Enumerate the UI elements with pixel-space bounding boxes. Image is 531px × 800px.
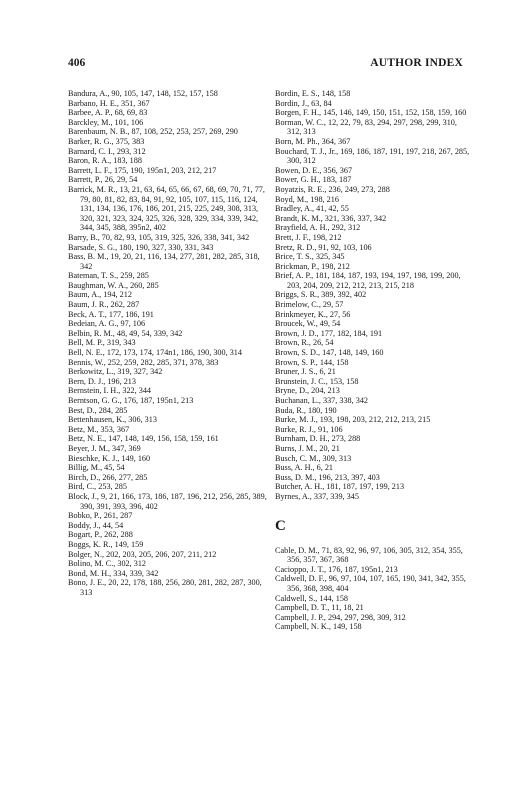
- index-entry: Broucek, W., 49, 54: [275, 319, 341, 329]
- index-entry: Baum, A., 194, 212: [68, 290, 132, 300]
- page-number: 406: [68, 57, 86, 69]
- index-entry: Buss, D. M., 196, 213, 397, 403: [275, 472, 380, 482]
- index-entry: Bell, M. P., 319, 343: [68, 338, 136, 348]
- index-entry: Brown, R., 26, 54: [275, 338, 334, 348]
- index-entry: Brice, T. S., 325, 345: [275, 252, 345, 262]
- index-entry: Cable, D. M., 71, 83, 92, 96, 97, 106, 305, 312, 354, 355, 356, 357, 367, 368: [275, 545, 463, 565]
- index-entry: Berkowitz, L., 319, 327, 342: [68, 367, 163, 377]
- index-entry: Betz, N. E., 147, 148, 149, 156, 158, 159, 161: [68, 434, 219, 444]
- index-entry: Bolino, M. C., 302, 312: [68, 559, 147, 569]
- index-entry: Bordin, E. S., 148, 158: [275, 89, 351, 98]
- index-entry: Barnard, C. I., 293, 312: [68, 146, 146, 156]
- section-letter-heading: C: [275, 517, 286, 534]
- index-entry: Bryne, D., 204, 213: [275, 386, 340, 396]
- index-entry: Barckley, M., 101, 106: [68, 117, 144, 127]
- index-entry: Bird, C., 253, 285: [68, 482, 127, 492]
- index-entry: Brickman, P., 198, 212: [275, 261, 350, 271]
- index-entry: Busch, C. M., 309, 313: [275, 453, 352, 463]
- index-column-right: [275, 89, 471, 632]
- index-entry: Caldwell, D. F., 96, 97, 104, 107, 165, 190, 341, 342, 355, 356, 368, 398, 404: [275, 574, 466, 593]
- index-entry: Barbano, H. E., 351, 367: [68, 98, 150, 108]
- index-entry: Brunstein, J. C., 153, 158: [275, 376, 359, 386]
- index-entry: Berntson, G. G., 176, 187, 195n1, 213: [68, 396, 194, 405]
- index-entry: Block, J., 9, 21, 166, 173, 186, 187, 196, 212, 256, 285, 389, 390, 391, 393, 396, 402: [68, 491, 267, 511]
- index-entry: Campbell, J. P., 294, 297, 298, 309, 312: [275, 612, 406, 622]
- index-entry: Bennis, W., 252, 259, 282, 285, 371, 378, 383: [68, 357, 219, 367]
- index-entry: Baughman, W. A., 260, 285: [68, 280, 159, 290]
- index-entry: Bern, D. J., 196, 213: [68, 376, 136, 386]
- index-entry: Bandura, A., 90, 105, 147, 148, 152, 157, 158: [68, 89, 218, 98]
- index-entry: Brandt, K. M., 321, 336, 337, 342: [275, 213, 387, 223]
- index-section-c: [275, 546, 471, 632]
- index-entry: Bell, N. E., 172, 173, 174, 174n1, 186, 190, 300, 314: [68, 348, 242, 358]
- index-entry: Brown, J. D., 177, 182, 184, 191: [275, 328, 383, 338]
- index-entry: Caldwell, S., 144, 158: [275, 593, 349, 603]
- index-entry: Burke, M. J., 193, 198, 203, 212, 212, 213, 215: [275, 415, 431, 425]
- index-entry: Bower, G. H., 183, 187: [275, 175, 352, 185]
- index-entry: Bretz, R. D., 91, 92, 103, 106: [275, 242, 372, 252]
- index-entry: Bordin, J., 63, 84: [275, 98, 332, 108]
- index-entry: Barrick, M. R., 13, 21, 63, 64, 65, 66, 67, 68, 69, 70, 71, 77, 79, 80, 81, 82, 83, 84, 91, 92, 105, 107, 115, 116, 124, 131, 134, 136, 176, 186, 201, 215, 225, 249, 308, 313, 320, 321, 323, 324, 325, 326, 328, 329, 334, 339, 342, 344, 345, 388, 395n2, 402: [68, 184, 265, 233]
- index-entry: Borgen, F. H., 145, 146, 149, 150, 151, 152, 158, 159, 160: [275, 108, 467, 118]
- index-entry: Campbell, N. K., 149, 158: [275, 622, 362, 632]
- index-entry: Burns, J. M., 20, 21: [275, 443, 340, 453]
- index-entry: Barrett, P., 26, 29, 54: [68, 175, 138, 185]
- index-column-left: [68, 89, 268, 597]
- index-entry: Beyer, J. M., 347, 369: [68, 443, 141, 453]
- index-entry: Byrnes, A., 337, 339, 345: [275, 491, 359, 501]
- index-entry: Bond, M. H., 334, 339, 342: [68, 568, 159, 578]
- index-entry: Borman, W. C., 12, 22, 79, 83, 294, 297, 298, 299, 310, 312, 313: [275, 117, 457, 137]
- index-entry: Burke, R. J., 91, 106: [275, 424, 343, 434]
- index-entry: Baum, J. R., 262, 287: [68, 300, 140, 310]
- index-section-b-continued: [275, 89, 471, 502]
- page-header: [68, 57, 463, 71]
- index-entry: Boyd, M., 198, 216: [275, 194, 339, 204]
- index-entry: Bogart, P., 262, 288: [68, 530, 133, 540]
- index-entry: Buda, R., 180, 190: [275, 405, 337, 415]
- index-entry: Born, M. Ph., 364, 367: [275, 136, 351, 146]
- index-entry: Billig, M., 45, 54: [68, 463, 125, 473]
- index-entry: Betz, M., 353, 367: [68, 424, 130, 434]
- index-entry: Brown, S. P., 144, 158: [275, 357, 349, 367]
- index-entry: Brown, S. D., 147, 148, 149, 160: [275, 348, 384, 358]
- index-entry: Briggs, S. R., 389, 392, 402: [275, 290, 367, 300]
- index-entry: Barrett, L. F., 175, 190, 195n1, 203, 212, 217: [68, 165, 217, 175]
- index-entry: Bouchard, T. J., Jr., 169, 186, 187, 191, 197, 218, 267, 285, 300, 312: [275, 146, 470, 166]
- index-entry: Bowen, D. E., 356, 367: [275, 165, 353, 175]
- index-entry: Barenbaum, N. B., 87, 108, 252, 253, 257, 269, 290: [68, 127, 238, 137]
- index-entry: Campbell, D. T., 11, 18, 21: [275, 603, 364, 613]
- index-entry: Bolger, N., 202, 203, 205, 206, 207, 211, 212: [68, 549, 217, 559]
- index-entry: Barker, R. G., 375, 383: [68, 136, 145, 146]
- index-entry: Bradley, A., 41, 42, 55: [275, 204, 349, 214]
- index-entry: Brett, J. F., 198, 212: [275, 232, 342, 242]
- index-entry: Boddy, J., 44, 54: [68, 520, 124, 530]
- index-entry: Barbee, A. P., 68, 69, 83: [68, 108, 148, 118]
- index-entry: Best, D., 284, 285: [68, 405, 128, 415]
- index-entry: Bass, B. M., 19, 20, 21, 116, 134, 277, 281, 282, 285, 318, 342: [68, 252, 260, 271]
- running-title: AUTHOR INDEX: [370, 57, 463, 69]
- index-entry: Bateman, T. S., 259, 285: [68, 271, 149, 281]
- index-entry: Brinkmeyer, K., 27, 56: [275, 309, 351, 319]
- index-entry: Cacioppo, J. T., 176, 187, 195n1, 213: [275, 564, 398, 574]
- index-entry: Birch, D., 266, 277, 285: [68, 472, 148, 482]
- index-entry: Bettenhausen, K., 306, 313: [68, 415, 157, 425]
- index-entry: Buss, A. H., 6, 21: [275, 463, 334, 473]
- index-entry: Burnham, D. H., 273, 288: [275, 434, 361, 444]
- index-entry: Bedeian, A. G., 97, 106: [68, 319, 146, 329]
- index-entry: Brief, A. P., 181, 184, 187, 193, 194, 197, 198, 199, 200, 203, 204, 209, 212, 212, 213, 215, 218: [275, 271, 461, 290]
- index-entry: Buchanan, L., 337, 338, 342: [275, 396, 369, 405]
- index-entry: Butcher, A. H., 181, 187, 197, 199, 213: [275, 482, 405, 492]
- index-entry: Bieschke, K. J., 149, 160: [68, 453, 151, 463]
- index-entry: Bono, J. E., 20, 22, 178, 188, 256, 280, 281, 282, 287, 300, 313: [68, 578, 262, 597]
- index-entry: Boggs, K. R., 149, 159: [68, 539, 144, 549]
- index-entry: Belbin, R. M., 48, 49, 54, 339, 342: [68, 328, 183, 338]
- index-entry: Brayfield, A. H., 292, 312: [275, 223, 361, 233]
- index-entry: Bernstein, I. H., 322, 344: [68, 386, 152, 396]
- index-entry: Bobko, P., 261, 287: [68, 511, 133, 521]
- index-entry: Barsade, S. G., 180, 190, 327, 330, 331, 343: [68, 242, 214, 252]
- index-entry: Boyatzis, R. E., 236, 249, 273, 288: [275, 184, 390, 194]
- index-entry: Bruner, J. S., 6, 21: [275, 367, 336, 377]
- index-entry: Barry, B., 70, 82, 93, 105, 319, 325, 326, 338, 341, 342: [68, 232, 250, 242]
- index-entry: Baron, R. A., 183, 188: [68, 156, 142, 166]
- index-entry: Beck, A. T., 177, 186, 191: [68, 309, 154, 319]
- index-entry: Brimelow, C., 29, 57: [275, 300, 344, 310]
